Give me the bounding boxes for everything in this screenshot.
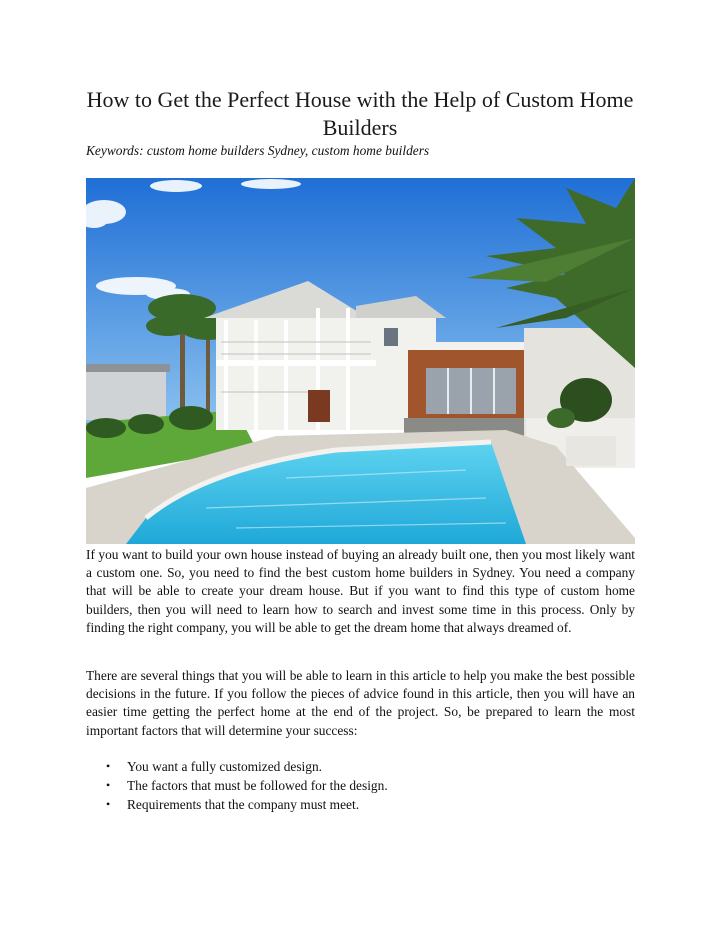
list-item — [86, 776, 635, 795]
list-item-text: You want a fully customized design. — [127, 759, 323, 774]
bullet-glyph: • — [106, 778, 111, 792]
list-item-text: Requirements that the company must meet. — [127, 797, 360, 812]
factors-list — [86, 757, 635, 814]
paragraph-overview: There are several things that you will be able to learn in this article to help you make the best possible decisions in the future. If you follow the pieces of advice found in this article, then you will have an easier time getting the perfect home at the end of the project. So, be prepared to learn the most important factors that will determine your success: — [86, 668, 635, 738]
list-item-text: The factors that must be followed for the design. — [127, 778, 388, 793]
house-photo — [86, 178, 635, 544]
list-item — [86, 795, 635, 814]
document-title: How to Get the Perfect House with the Help of Custom Home Builders — [86, 87, 634, 140]
house-photo-illustration — [86, 178, 635, 544]
list-item — [86, 757, 635, 776]
keywords-line: Keywords: custom home builders Sydney, custom home builders — [86, 143, 430, 158]
paragraph-intro: If you want to build your own house instead of buying an already built one, then you most likely want a custom one. So, you need to find the best custom home builders in Sydney. You need a company that will be able to create your dream house. But if you want to find this type of custom home builders, then you will need to learn how to search and invest some time in this process. Only by finding the right company, you will be able to get the dream home that always dreamed of. — [86, 547, 635, 635]
bullet-glyph: • — [106, 797, 111, 811]
bullet-glyph: • — [106, 759, 111, 773]
neighbor-house — [86, 370, 166, 420]
timber-pavilion — [404, 342, 526, 440]
